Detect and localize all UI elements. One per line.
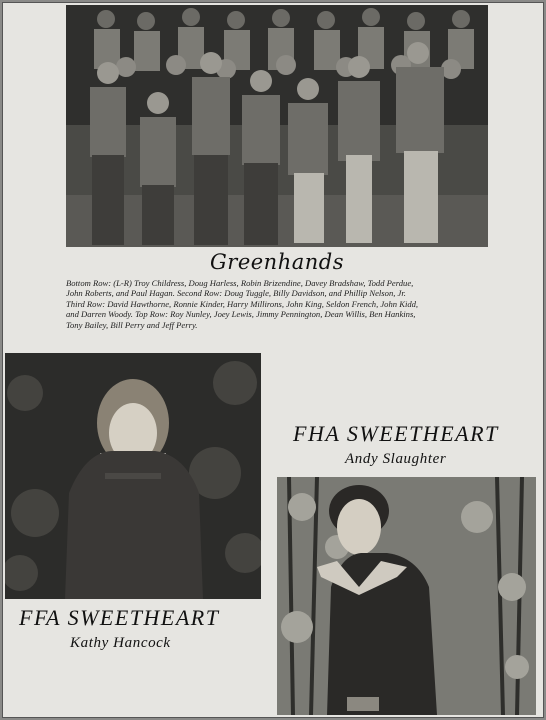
greenhands-group-photo (66, 5, 488, 247)
caption-line: Tony Bailey, Bill Perry and Jeff Perry. (66, 319, 198, 330)
fha-sweetheart-photo (277, 477, 536, 715)
group-caption (66, 278, 490, 330)
ffa-sweetheart-photo (5, 353, 261, 599)
fha-sweetheart-heading: FHA SWEETHEART (293, 421, 499, 446)
caption-line: and Darren Woody. Top Row: Roy Nunley, Joey Lewis, Jimmy Pennington, Dean Willis, Ben Hankins, (66, 309, 416, 320)
fha-sweetheart-name: Andy Slaughter (345, 451, 447, 467)
caption-line: Bottom Row: (L-R) Troy Childress, Doug Harless, Robin Brizendine, Davey Bradshaw, Todd Perdue, (66, 278, 414, 288)
caption-line: John Roberts, and Paul Hagan. Second Row: Doug Tuggle, Billy Davidson, and Phillip Nelson, Jr. (66, 288, 406, 299)
ffa-sweetheart-heading: FFA SWEETHEART (19, 605, 220, 630)
caption-line: Third Row: David Hawthorne, Ronnie Kinder, Harry Millirons, John King, Seldon French, John Kidd, (66, 298, 419, 309)
group-title: Greenhands (210, 250, 344, 274)
yearbook-page (2, 2, 544, 718)
ffa-sweetheart-name: Kathy Hancock (70, 635, 171, 651)
